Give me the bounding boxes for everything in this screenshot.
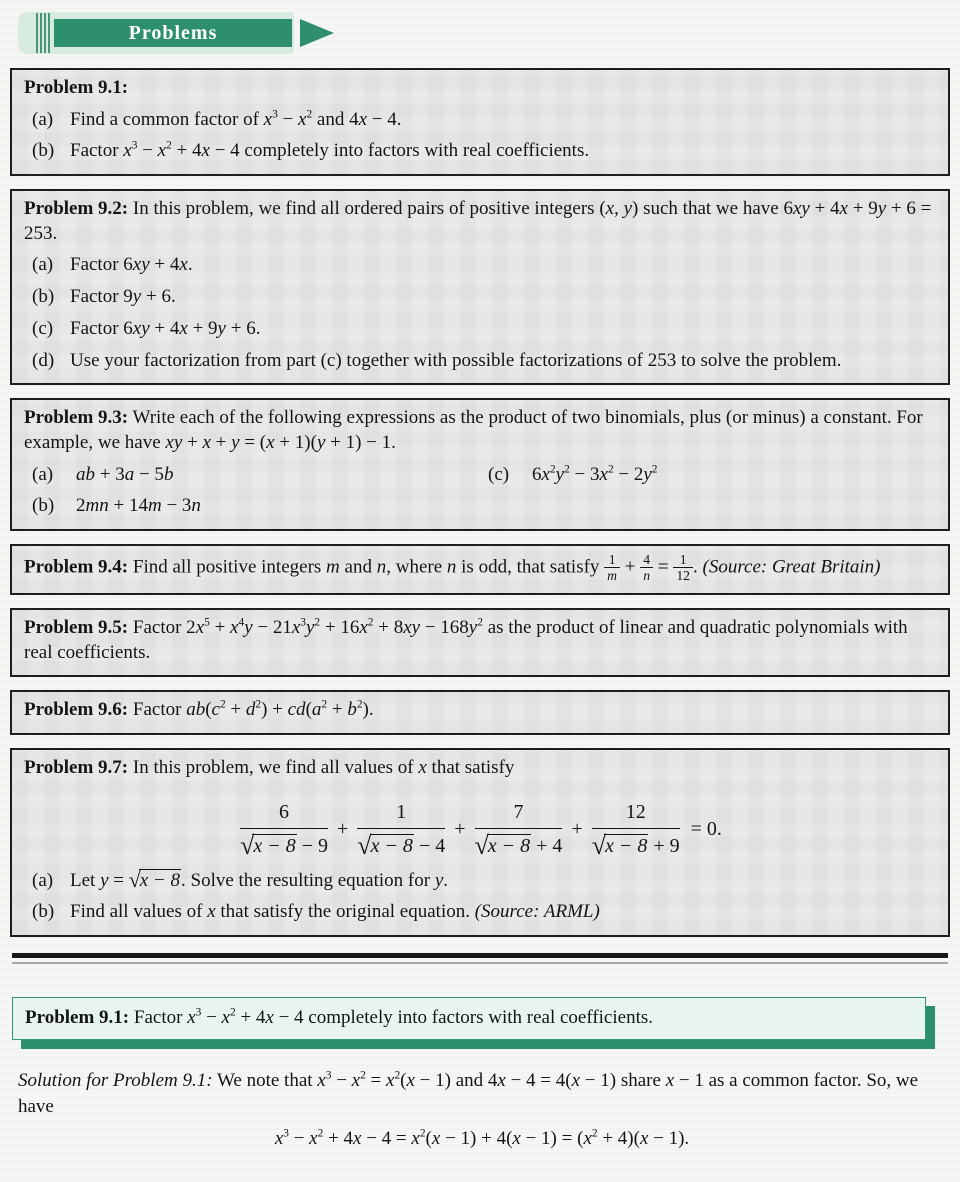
fraction-numerator: 1 [604, 552, 620, 568]
part-text: $6x^2y^2 - 3x^2 - 2y^2$ [532, 463, 658, 485]
fraction-numerator: 1 [673, 552, 693, 568]
solution-equation: $x^3 - x^2 + 4x - 4 = x^2(x - 1) + 4(x - 1) = (x^2 + 4)(x - 1)$. [274, 1127, 690, 1150]
problems-banner-label: Problems [54, 19, 292, 47]
fraction-denominator: 12 [676, 567, 690, 583]
denominator-tail: + 4 [531, 834, 563, 857]
part-text-post: . Solve the resulting equation for y. [181, 869, 448, 891]
part-text: Factor 9y + 6. [70, 286, 176, 308]
denominator-tail: − 9 [296, 834, 328, 857]
problem-title: Problem 9.7: [24, 757, 129, 779]
part-label: (c) [488, 463, 510, 485]
part-row [24, 317, 936, 342]
problem-title: Problem 9.3: [24, 407, 129, 429]
part-label: (a) [32, 463, 54, 485]
part-text: Find a common factor of $x^3 - x^2$ and 4x − 4. [70, 108, 402, 130]
part-label: (a) [32, 108, 54, 130]
operator: + [620, 556, 641, 578]
fraction-denominator [475, 829, 563, 859]
radical-icon: √ [240, 830, 255, 860]
intro-text: In this problem, we find all ordered pairs of positive integers (x, y) such that we have 6xy + 4x + 9y + 6 = 253. [24, 198, 932, 244]
fraction-numerator: 4 [640, 552, 653, 568]
problem-intro [24, 552, 936, 583]
denominator-tail: − 4 [413, 834, 446, 857]
fraction-numerator: 7 [475, 799, 563, 829]
intro-text: Factor $2x^5 + x^4y - 21x^3y^2 + 16x^2 + 8xy - 168y^2$ as the product of linear and quadratic polynomials with real coefficients. [24, 616, 908, 663]
part-label: (b) [32, 495, 55, 517]
part-text: Factor 6xy + 4x + 9y + 6. [70, 317, 261, 339]
fraction-denominator [240, 829, 328, 859]
problem-intro [24, 616, 936, 665]
problem-box-9-5 [10, 608, 950, 677]
plus-operator: + [337, 817, 349, 840]
part-row [24, 900, 936, 925]
intro-text: Write each of the following expressions as the product of two binomials, plus (or minus) a constant. For example, we have xy + x + y = (x + 1)(y + 1) − 1. [24, 407, 923, 453]
fraction-denominator: n [643, 567, 651, 583]
part-text [70, 869, 936, 894]
part-row [24, 349, 936, 374]
problem-title: Problem 9.2: [24, 198, 129, 220]
part-label: (d) [32, 349, 55, 371]
problem-intro [24, 698, 936, 723]
parts-column-right [480, 456, 936, 519]
equation-rhs: = 0. [690, 817, 722, 840]
problem-title: Problem 9.4: [24, 556, 129, 578]
part-row [24, 494, 480, 519]
fraction [357, 799, 445, 859]
radicand: x − 8 [370, 834, 413, 857]
fraction [640, 552, 653, 583]
problem-title: Problem 9.1: [25, 1007, 130, 1029]
radicand: x − 8 [253, 834, 296, 857]
intro-text: Find all positive integers m and n, where n is odd, that satisfy [128, 556, 605, 578]
fraction-denominator: m [607, 567, 618, 583]
problem-box-9-4 [10, 544, 950, 595]
part-text: Find all values of x that satisfy the original equation. (Source: ARML) [70, 901, 600, 923]
solution-lead: Solution for Problem 9.1: [18, 1069, 213, 1091]
denominator-tail: + 9 [648, 834, 680, 857]
part-text: Factor 6xy + 4x. [70, 254, 193, 276]
intro-text: In this problem, we find all values of x that satisfy [128, 757, 515, 779]
radical-icon: √ [591, 830, 606, 860]
problem-intro [24, 756, 936, 781]
pencil-stripes [34, 13, 50, 53]
solution-body: We note that $x^3 - x^2 = x^2(x - 1)$ and 4x − 4 = 4(x − 1) share x − 1 as a common factor. So, we have [18, 1069, 919, 1118]
plus-operator: + [454, 817, 466, 840]
problem-title: Problem 9.6: [24, 699, 129, 721]
parts-column-left [24, 456, 480, 519]
fraction [673, 552, 693, 583]
problem-box-9-1 [10, 68, 950, 176]
divider-thin-rule [12, 962, 948, 964]
pencil-tip-icon [300, 19, 334, 47]
part-row [24, 253, 936, 278]
radicand: x − 8 [139, 869, 180, 891]
part-label: (c) [32, 317, 54, 339]
punctuation: . [693, 556, 703, 578]
fraction-numerator: 12 [592, 799, 680, 829]
part-label: (a) [32, 869, 54, 891]
problem-box-9-3 [10, 398, 950, 531]
plus-operator: + [571, 817, 583, 840]
part-row [480, 463, 936, 488]
operator: = [653, 556, 674, 578]
section-divider [12, 953, 948, 964]
part-row [24, 869, 936, 894]
parts-columns [24, 456, 936, 519]
fraction-numerator: 1 [357, 799, 445, 829]
radical-icon: √ [128, 867, 141, 892]
problem-box-9-2 [10, 189, 950, 385]
part-text: Factor $x^3 - x^2 + 4x - 4$ completely into factors with real coefficients. [70, 140, 590, 162]
fraction-denominator [357, 829, 445, 859]
fraction [604, 552, 620, 583]
radical-icon: √ [474, 830, 489, 860]
displayed-equation [24, 799, 936, 859]
intro-text: Factor $ab(c^2 + d^2) + cd(a^2 + b^2)$. [128, 699, 374, 721]
part-row [24, 139, 936, 164]
fraction [240, 799, 328, 859]
restated-problem-box [12, 997, 926, 1040]
problem-text: Factor $x^3 - x^2 + 4x - 4$ completely into factors with real coefficients. [129, 1006, 653, 1029]
part-text: Use your factorization from part (c) together with possible factorizations of 253 to solve the problem. [70, 349, 842, 371]
part-label: (b) [32, 901, 55, 923]
problems-banner [18, 10, 348, 56]
part-row [24, 463, 480, 488]
problem-box-9-7 [10, 748, 950, 937]
fraction [475, 799, 563, 859]
problem-intro [24, 406, 936, 455]
fraction-numerator: 6 [240, 799, 328, 829]
problem-title: Problem 9.1: [24, 77, 129, 98]
part-text: ab + 3a − 5b [76, 463, 174, 485]
part-label: (b) [32, 286, 55, 308]
part-text-pre: Let y = [70, 869, 129, 891]
part-row [24, 108, 936, 133]
problem-box-9-6 [10, 690, 950, 735]
radical-icon: √ [357, 830, 372, 860]
problem-intro [24, 197, 936, 246]
problem-title: Problem 9.5: [24, 617, 129, 639]
part-label: (a) [32, 254, 54, 276]
divider-thick-rule [12, 953, 948, 958]
part-text: 2mn + 14m − 3n [76, 495, 201, 517]
radicand: x − 8 [487, 834, 531, 857]
part-row [24, 285, 936, 310]
radicand: x − 8 [605, 834, 648, 857]
part-label: (b) [32, 140, 55, 162]
fraction-denominator [592, 829, 680, 859]
fraction [592, 799, 680, 859]
source-text: (Source: Great Britain) [702, 556, 881, 578]
solution-section [18, 1068, 946, 1153]
